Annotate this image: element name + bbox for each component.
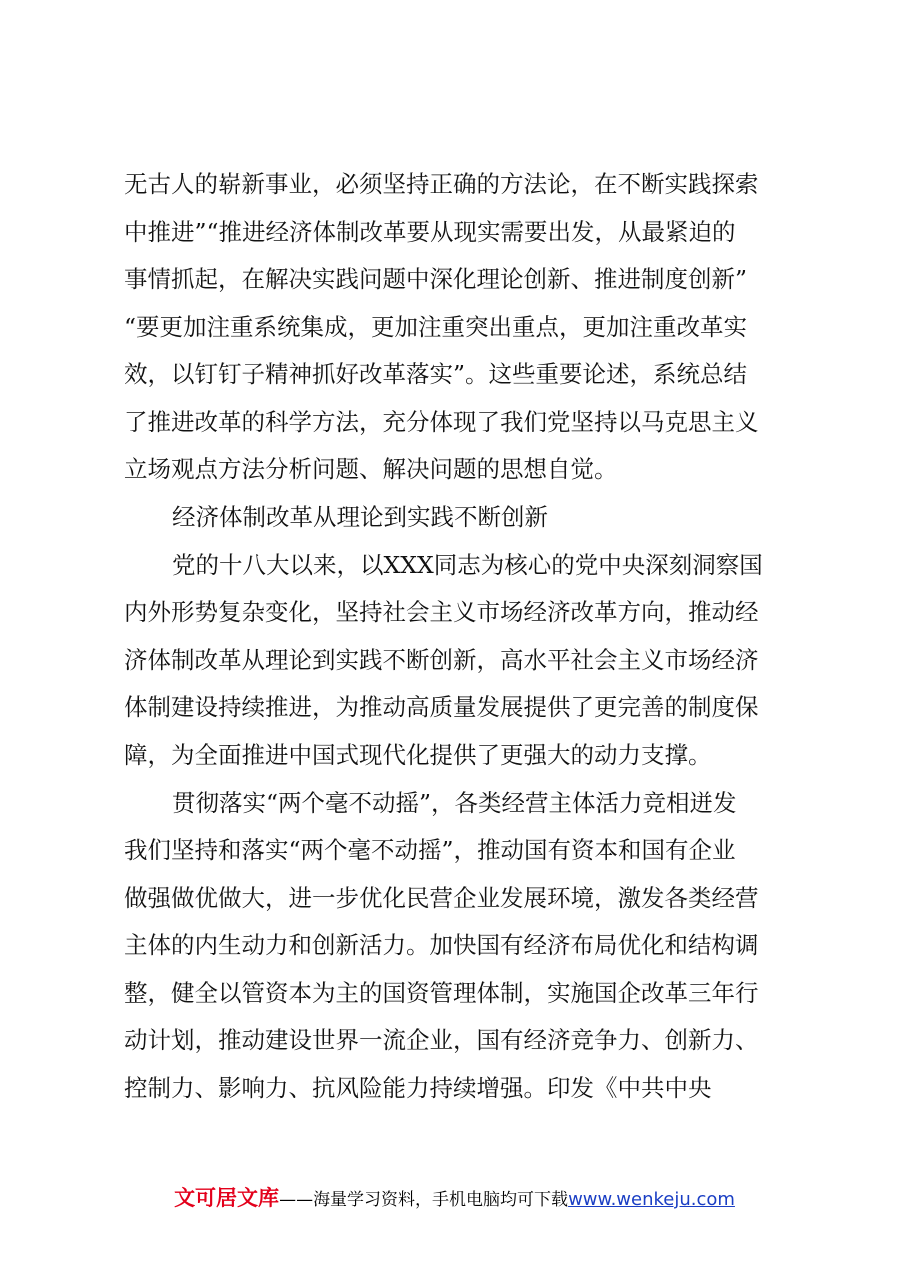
text-line: 无古人的崭新事业，必须坚持正确的方法论，在不断实践探索 (124, 170, 759, 198)
text-line: 事情抓起，在解决实践问题中深化理论创新、推进制度创新” (124, 265, 748, 293)
text-line: “要更加注重系统集成，更加注重突出重点，更加注重改革实 (124, 313, 748, 341)
text-line: 做强做优做大，进一步优化民营企业发展环境，激发各类经营 (124, 884, 759, 912)
section-heading: 贯彻落实“两个毫不动摇”，各类经营主体活力竞相迸发 (172, 789, 737, 817)
text-line: 主体的内生动力和创新活力。加快国有经济布局优化和结构调 (124, 931, 759, 959)
text-line: 效，以钉钉子精神抓好改革落实”。这些重要论述，系统总结 (124, 360, 748, 388)
text-line: 体制建设持续推进，为推动高质量发展提供了更完善的制度保 (124, 693, 759, 721)
text-line: 整，健全以管资本为主的国资管理体制，实施国企改革三年行 (124, 979, 759, 1007)
text-line: 中推进”“推进经济体制改革要从现实需要出发，从最紧迫的 (124, 218, 736, 246)
text-line: 济体制改革从理论到实践不断创新，高水平社会主义市场经济 (124, 646, 759, 674)
footer-website-link[interactable]: www.wenkeju.com (568, 1189, 735, 1210)
paragraph-first-line: 党的十八大以来，以XXX同志为核心的党中央深刻洞察国 (172, 551, 763, 579)
footer-tagline: ——海量学习资料，手机电脑均可下载 (279, 1190, 569, 1210)
footer-banner (0, 1180, 909, 1216)
section-heading: 经济体制改革从理论到实践不断创新 (172, 503, 548, 531)
text-line: 动计划，推动建设世界一流企业，国有经济竞争力、创新力、 (124, 1026, 759, 1054)
text-line: 了推进改革的科学方法，充分体现了我们党坚持以马克思主义 (124, 408, 759, 436)
text-line: 立场观点方法分析问题、解决问题的思想自觉。 (124, 455, 618, 483)
text-line: 障，为全面推进中国式现代化提供了更强大的动力支撑。 (124, 741, 712, 769)
text-line: 我们坚持和落实“两个毫不动摇”，推动国有资本和国有企业 (124, 836, 736, 864)
footer-brand: 文可居文库 (174, 1186, 280, 1210)
text-line: 控制力、影响力、抗风险能力持续增强。印发《中共中央 (124, 1074, 712, 1102)
text-line: 内外形势复杂变化，坚持社会主义市场经济改革方向，推动经 (124, 598, 759, 626)
